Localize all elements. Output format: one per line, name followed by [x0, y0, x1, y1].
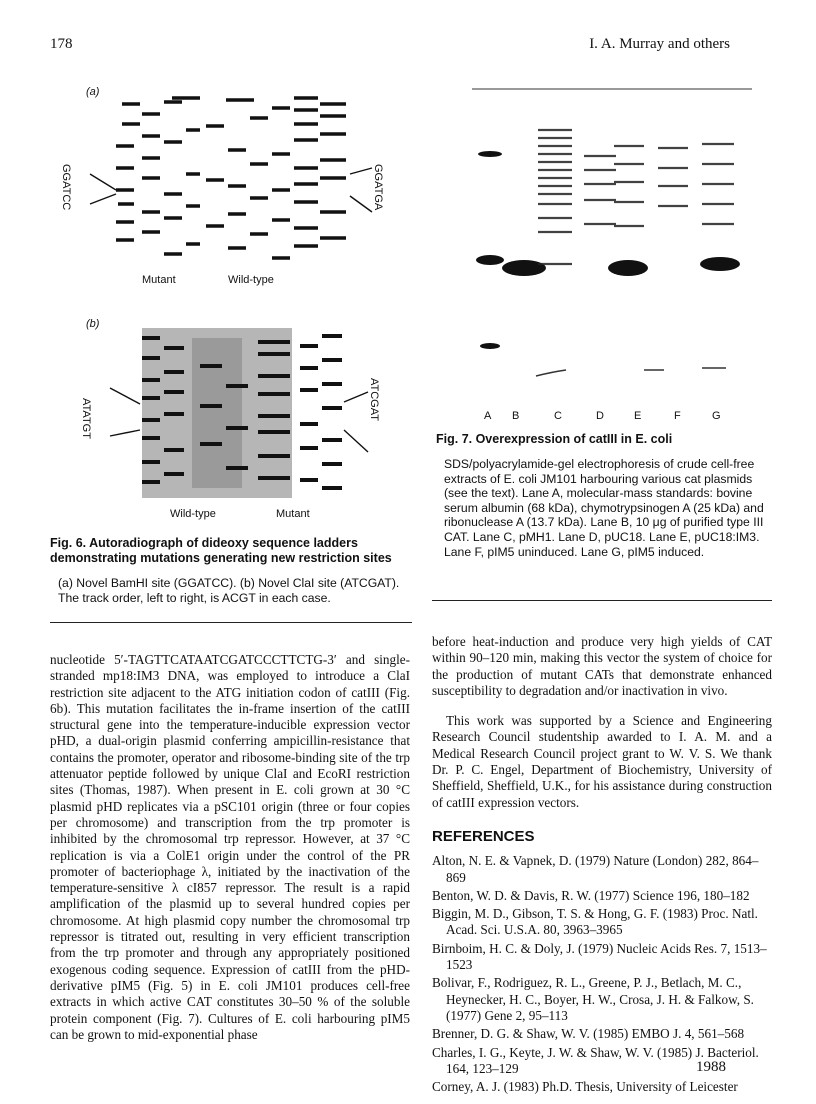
- reference-item: Charles, I. G., Keyte, J. W. & Shaw, W. V. (1985) J. Bacteriol. 164, 123–129: [432, 1044, 759, 1076]
- page-number: 178: [50, 36, 73, 52]
- figure-6a-autoradiograph: [50, 94, 410, 269]
- figure-6-legend: (a) Novel BamHI site (GGATCC). (b) Novel ClaI site (ATCGAT). The track order, left to right, is ACGT in each case.: [58, 576, 400, 605]
- figure-7-gel: [466, 84, 756, 414]
- panel-b-caption-left: Wild-type: [170, 508, 216, 520]
- lane-label: G: [712, 410, 721, 422]
- panel-a-right-sequence: GGATGA: [372, 164, 384, 211]
- figure-6a: [50, 86, 410, 296]
- figure-7-legend: SDS/polyacrylamide-gel electrophoresis of crude cell-free extracts of E. coli JM101 harbouring various cat plasmids (see the text). Lane A, molecular-mass standards: bovine serum albumin (68 kDa), chymotrypsinogen A (25 kDa) and ribonuclease A (13.7 kDa). Lane B, 10 μg of purified type III CAT. Lane C, pMH1. Lane D, pUC18. Lane E, pUC18:IM3. Lane F, pIM5 uninduced. Lane G, pIM5 induced.: [444, 457, 764, 559]
- body-right-column: [432, 634, 772, 1097]
- lane-label: B: [512, 410, 520, 422]
- body-paragraph: nucleotide 5′-TAGTTCATAATCGATCCCTTCTG-3′ and single-stranded mp18:IM3 DNA, was employed to introduce a ClaI restriction site adjacent to the ATG initiation codon of catIII (Fig. 6b). This mutation facilitates the in-frame insertion of the catIII structural gene into the temperature-inducible expression vector pHD, a dual-origin plasmid conferring ampicillin-resistance that contains the promoter, operator and ribosome-binding site of the trp attenuator peptide followed by unique ClaI and EcoRI restriction sites (Thomas, 1987). When present in E. coli grown at 30 °C plasmid pHD replicates via a pSC101 origin (three or four copies per chromosome) and transcription from the trp promoter is inhibited by the chromosomal trp repressor. However, at 37 °C replication is via a ColE1 origin under the control of the PR promoter of bacteriophage λ, initiated by the inactivation of the temperature-sensitive λ cI857 repressor. The result is a rapid amplification of the plasmid up to several hundred copies per chromosome. At high plasmid copy number the chromosomal trp repressor is titrated out, resulting in very efficient transcription from the trp promoter and through any appropriately positioned exogenous coding sequence. Expression of catIII from the pHD-derivative pIM5 (Fig. 5) in E. coli JM101 produces cell-free extracts in which active CAT constitutes 30–50 % of the soluble protein component (Fig. 7). Cultures of E. coli harbouring pIM5 can be grown to mid-exponential phase: [50, 652, 410, 1042]
- figure-7: [466, 84, 756, 430]
- panel-b-caption-right: Mutant: [276, 508, 310, 520]
- panel-b-right-sequence: ATCGAT: [368, 378, 380, 421]
- lane-label: C: [554, 410, 562, 422]
- body-paragraph: before heat-induction and produce very high yields of CAT within 90–120 min, making this vector the system of choice for the production of mutant CATs that demonstrate enhanced susceptibility to degradation and/or inactivation in vivo.: [432, 634, 772, 698]
- figure-6b: [50, 318, 410, 530]
- reference-item: Bolivar, F., Rodriguez, R. L., Greene, P. J., Betlach, M. C., Heynecker, H. C., Boyer, H. W., Crosa, J. H. & Falkow, S. (1977) Gene 2, 95–113: [432, 975, 754, 1023]
- panel-b-label: (b): [86, 318, 100, 330]
- figure-6-caption: [50, 536, 410, 605]
- panel-a-left-sequence: GGATCC: [60, 164, 72, 211]
- body-left-column: [50, 652, 410, 1043]
- reference-item: Corney, A. J. (1983) Ph.D. Thesis, University of Leicester: [432, 1079, 738, 1095]
- reference-item: Birnboim, H. C. & Doly, J. (1979) Nucleic Acids Res. 7, 1513–1523: [432, 940, 767, 973]
- lane-label: E: [634, 410, 642, 422]
- acknowledgement: This work was supported by a Science and Engineering Research Council studentship awarded to I. A. M. and a Medical Research Council project grant to W. V. S. We thank Dr. P. C. Engel, Department of Biochemistry, University of Sheffield, Sheffield, U.K., for his assistance during construction of catIII expression vectors.: [432, 713, 772, 810]
- figure-7-title: Fig. 7. Overexpression of catIII in E. coli: [436, 432, 673, 446]
- references-section: [432, 829, 772, 1095]
- figure-6-title: Fig. 6. Autoradiograph of dideoxy sequence ladders demonstrating mutations generating new restriction sites: [50, 536, 392, 565]
- panel-a-caption-left: Mutant: [142, 274, 176, 286]
- figure-6b-autoradiograph: [50, 328, 410, 500]
- lane-label: D: [596, 410, 604, 422]
- running-head: I. A. Murray and others: [589, 36, 730, 52]
- references-heading: REFERENCES: [432, 827, 535, 845]
- reference-item: Alton, N. E. & Vapnek, D. (1979) Nature (London) 282, 864–869: [432, 853, 759, 885]
- caption-rule-left: [50, 622, 412, 623]
- footer-year: 1988: [696, 1059, 726, 1075]
- reference-item: Biggin, M. D., Gibson, T. S. & Hong, G. F. (1983) Proc. Natl. Acad. Sci. U.S.A. 80, 3963–3965: [432, 906, 758, 938]
- reference-item: Brenner, D. G. & Shaw, W. V. (1985) EMBO J. 4, 561–568: [432, 1026, 745, 1042]
- reference-item: Benton, W. D. & Davis, R. W. (1977) Science 196, 180–182: [432, 887, 750, 903]
- lane-label: A: [484, 410, 492, 422]
- caption-rule-right: [432, 600, 772, 601]
- lane-label: F: [674, 410, 681, 422]
- panel-a-label: (a): [86, 86, 100, 98]
- panel-b-left-sequence: ATATGT: [80, 398, 92, 439]
- figure-7-caption: [436, 432, 766, 559]
- panel-a-caption-right: Wild-type: [228, 274, 274, 286]
